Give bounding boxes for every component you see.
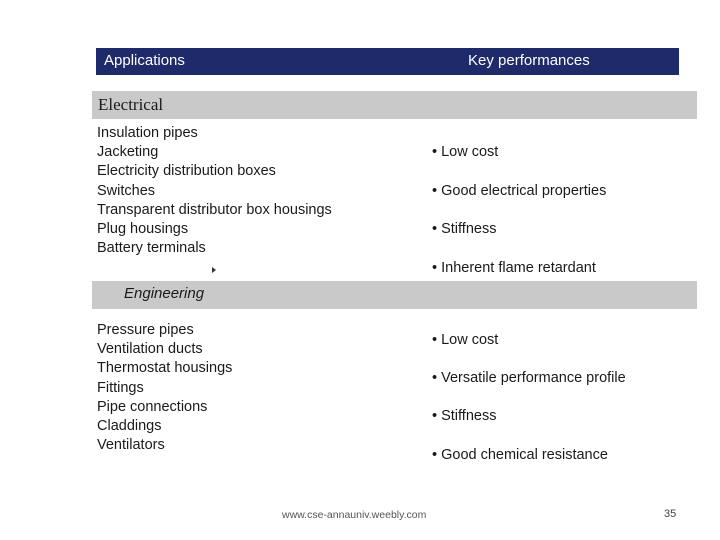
section-title-electrical: Electrical (98, 95, 164, 114)
footer-url: www.cse-annauniv.weebly.com (282, 509, 427, 521)
list-item: Claddings (97, 418, 162, 435)
arrow-marker-icon (212, 267, 216, 273)
electrical-performance-item: • Good electrical properties (432, 183, 607, 199)
list-item: Electricity distribution boxes (97, 163, 276, 180)
page-number: 35 (664, 508, 677, 520)
list-item: Insulation pipes (97, 125, 198, 141)
list-item: Thermostat housings (97, 360, 233, 377)
section-title-engineering: Engineering (124, 285, 205, 302)
list-item: Transparent distributor box housings (97, 201, 332, 218)
list-item: Fittings (97, 379, 144, 396)
engineering-applications-list (97, 321, 232, 455)
engineering-performance-item: • Versatile performance profile (432, 370, 626, 386)
list-item: Battery terminals (97, 240, 206, 257)
list-item: Ventilators (97, 437, 165, 454)
applications-header: Applications (104, 52, 185, 69)
electrical-performance-item: • Inherent flame retardant (432, 260, 596, 276)
list-item: Switches (97, 182, 156, 199)
engineering-performance-item: • Good chemical resistance (432, 447, 608, 463)
electrical-applications-list (97, 124, 332, 258)
section-bar-electrical (92, 91, 697, 119)
electrical-performance-item: • Stiffness (432, 221, 497, 237)
list-item: Pipe connections (97, 398, 208, 415)
list-item: Ventilation ducts (97, 341, 203, 358)
engineering-performance-item: • Low cost (432, 332, 499, 348)
list-item: Plug housings (97, 221, 189, 238)
engineering-performance-item: • Stiffness (432, 408, 497, 424)
electrical-performance-item: • Low cost (432, 144, 499, 160)
list-item: Pressure pipes (97, 322, 194, 338)
key-performances-header: Key performances (468, 52, 590, 69)
list-item: Jacketing (97, 144, 159, 161)
